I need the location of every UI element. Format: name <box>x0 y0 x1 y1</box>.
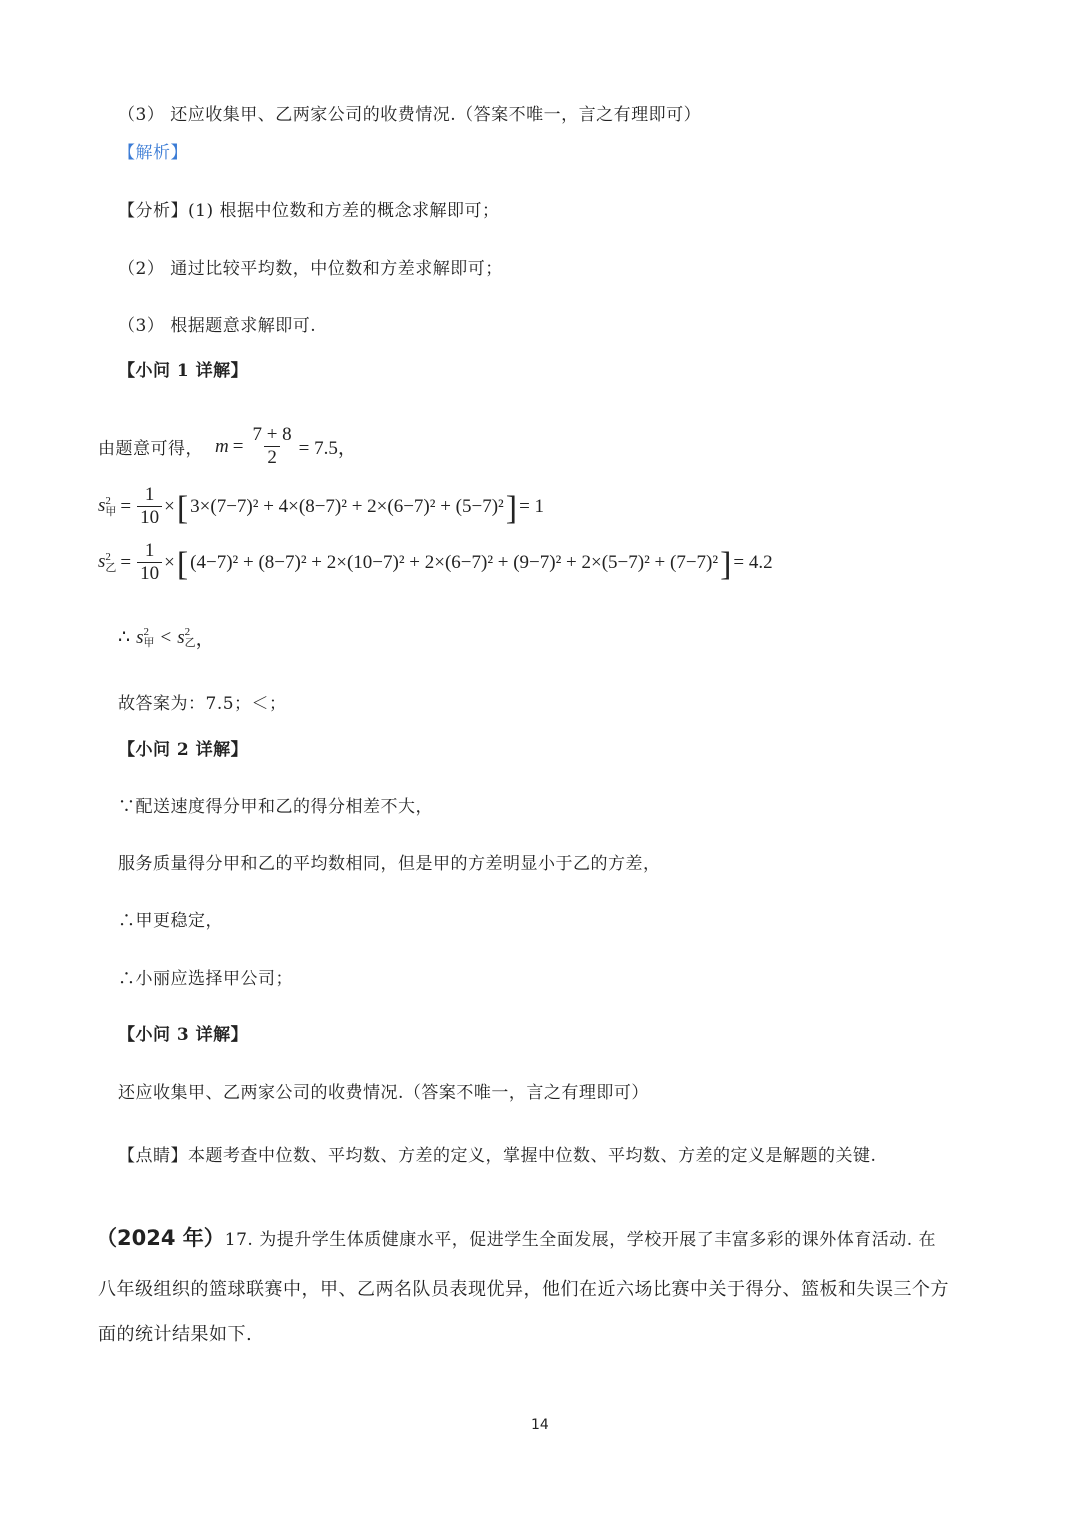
median-fraction <box>249 424 294 469</box>
median-fraction-denominator: 2 <box>264 446 280 469</box>
median-intro: 由题意可得， <box>98 439 203 459</box>
problem-17-text-c: 面的统计结果如下. <box>98 1324 253 1345</box>
answer-1-line: 故答案为：7.5；＜； <box>118 694 287 714</box>
subquestion-2-heading: 【小问 2 详解】 <box>118 740 249 760</box>
variance-yi-fraction: $\frac{1}{10}$ <box>137 540 162 585</box>
variance-jia-fraction: $\frac{1}{10}$ <box>137 484 162 529</box>
reason-since: ∵配送速度得分甲和乙的得分相差不大， <box>118 797 433 817</box>
reason-service: 服务质量得分甲和乙的平均数相同，但是甲的方差明显小于乙的方差， <box>118 854 661 874</box>
reason-choose: ∴小丽应选择甲公司； <box>118 969 293 989</box>
median-result: = 7.5， <box>298 438 357 459</box>
reason-stable: ∴甲更稳定， <box>118 911 223 931</box>
analysis-line-1: 【分析】(1) 根据中位数和方差的概念求解即可； <box>118 201 500 221</box>
variance-yi-symbol: s 2 乙 <box>98 550 117 574</box>
variance-inequality: ∴ s 2 甲 < s 2 乙 ， <box>118 625 215 650</box>
subquestion-3-heading: 【小问 3 详解】 <box>118 1025 249 1045</box>
analysis-line-3: （3） 根据题意求解即可. <box>118 316 317 336</box>
variance-yi-formula: s 2 乙 = $\frac{1}{10}$ × [ (4−7)² + (8−7)² + 2×(10−7)² + 2×(6−7)² + (9−7)² + 2×(5−7)² + (7−7)² ] = 4.2 <box>98 540 773 584</box>
page-number: 14 <box>531 1417 549 1433</box>
problem-17-text-b: 八年级组织的篮球联赛中，甲、乙两名队员表现优异，他们在近六场比赛中关于得分、篮板和失误三个方 <box>98 1279 949 1300</box>
median-variable: m <box>215 435 229 457</box>
variance-yi-body: (4−7)² + (8−7)² + 2×(10−7)² + 2×(6−7)² + (9−7)² + 2×(5−7)² + (7−7)² <box>190 551 719 573</box>
variance-jia-result: = 1 <box>519 495 545 517</box>
problem-17-text-a: 17. 为提升学生体质健康水平，促进学生全面发展，学校开展了丰富多彩的课外体育活动. 在 <box>224 1230 937 1250</box>
year-tag: （2024 年） <box>96 1226 225 1250</box>
jiexi-heading: 【解析】 <box>118 143 188 163</box>
variance-jia-body: 3×(7−7)² + 4×(8−7)² + 2×(6−7)² + (5−7)² <box>190 495 504 517</box>
subquestion-1-heading: 【小问 1 详解】 <box>118 361 249 381</box>
variance-jia-symbol: s 2 甲 <box>98 494 117 518</box>
answer-3-line: （3） 还应收集甲、乙两家公司的收费情况.（答案不唯一，言之有理即可） <box>118 105 702 125</box>
answer-3-repeat: 还应收集甲、乙两家公司的收费情况.（答案不唯一，言之有理即可） <box>118 1083 649 1103</box>
analysis-line-2: （2） 通过比较平均数，中位数和方差求解即可； <box>118 259 503 279</box>
median-formula: 由题意可得， m = $\frac{7 + 8}{2}$ = 7.5， <box>98 424 357 468</box>
problem-17-first-line <box>96 1222 936 1252</box>
median-fraction-numerator: 7 + 8 <box>252 424 292 445</box>
dianjing-line: 【点睛】本题考查中位数、平均数、方差的定义，掌握中位数、平均数、方差的定义是解题的关键. <box>118 1146 877 1166</box>
variance-jia-formula: s 2 甲 = $\frac{1}{10}$ × [ 3×(7−7)² + 4×(8−7)² + 2×(6−7)² + (5−7)² ] = 1 <box>98 484 545 528</box>
variance-yi-result: = 4.2 <box>733 551 773 573</box>
